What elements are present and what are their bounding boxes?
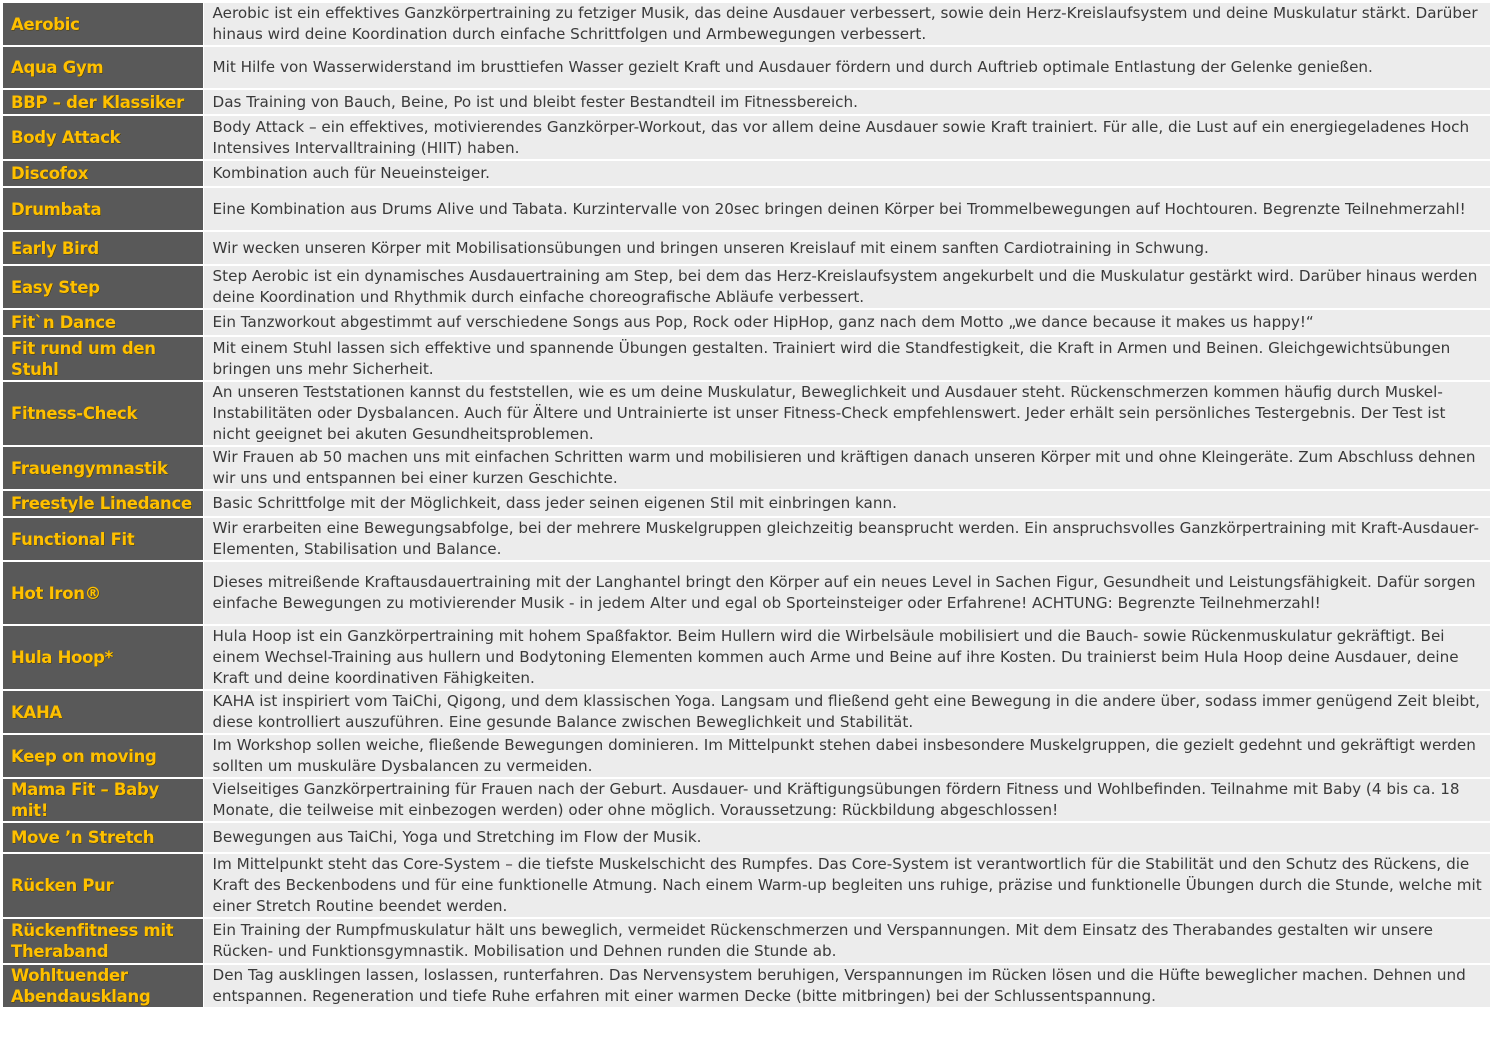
course-name: Drumbata [3,187,203,231]
course-description: Bewegungen aus TaiChi, Yoga und Stretching im Flow der Musik. [203,822,1490,853]
course-description: Wir Frauen ab 50 machen uns mit einfachen Schritten warm und mobilisieren und kräftigen danach unseren Körper mit und ohne Kleingeräte. Zum Abschluss dehnen wir uns und entspannen bei einer kurzen Geschichte. [203,446,1490,490]
course-row [3,381,1490,446]
course-description: Wir erarbeiten eine Bewegungsabfolge, bei der mehrere Muskelgruppen gleichzeitig beansprucht werden. Ein anspruchsvolles Ganzkörpertraining mit Kraft-Ausdauer-Elementen, Stabilisation und Balance. [203,517,1490,561]
course-row [3,734,1490,778]
course-row [3,160,1490,187]
course-name: Fit rund um den Stuhl [3,336,203,381]
course-row [3,690,1490,734]
course-name: Hot Iron® [3,561,203,625]
course-name: Fit`n Dance [3,309,203,336]
course-row [3,446,1490,490]
course-name: Frauengymnastik [3,446,203,490]
course-row [3,336,1490,381]
course-name: Easy Step [3,265,203,309]
course-name: Move ’n Stretch [3,822,203,853]
course-row [3,231,1490,265]
course-row [3,490,1490,517]
course-name: Keep on moving [3,734,203,778]
course-name: Wohltuender Abendausklang [3,964,203,1008]
course-description: An unseren Teststationen kannst du feststellen, wie es um deine Muskulatur, Beweglichkeit und Ausdauer steht. Rückenschmerzen kommen häufig durch Muskel-Instabilitäten oder Dysbalancen. Auch für Ältere und Untrainierte ist unser Fitness-Check empfehlenswert. Jeder erhält sein persönliches Testergebnis. Der Test ist nicht geeignet bei akuten Gesundheitsproblemen. [203,381,1490,446]
course-description: Den Tag ausklingen lassen, loslassen, runterfahren. Das Nervensystem beruhigen, Verspannungen im Rücken lösen und die Hüfte beweglicher machen. Dehnen und entspannen. Regeneration und tiefe Ruhe erfahren mit einer warmen Decke (bitte mitbringen) bei der Schlussentspannung. [203,964,1490,1008]
course-row [3,964,1490,1008]
course-description: Wir wecken unseren Körper mit Mobilisationsübungen und bringen unseren Kreislauf mit einem sanften Cardiotraining in Schwung. [203,231,1490,265]
course-description: Dieses mitreißende Kraftausdauertraining mit der Langhantel bringt den Körper auf ein neues Level in Sachen Figur, Gesundheit und Leistungsfähigkeit. Dafür sorgen einfache Bewegungen zu motivierender Musik - in jedem Alter und egal ob Sporteinsteiger oder Erfahrene! ACHTUNG: Begrenzte Teilnehmerzahl! [203,561,1490,625]
course-description: Mit einem Stuhl lassen sich effektive und spannende Übungen gestalten. Trainiert wird die Standfestigkeit, die Kraft in Armen und Beinen. Gleichgewichtsübungen bringen uns mehr Sicherheit. [203,336,1490,381]
course-row [3,853,1490,918]
course-row [3,778,1490,822]
course-table [3,3,1490,1009]
course-description: Ein Tanzworkout abgestimmt auf verschiedene Songs aus Pop, Rock oder HipHop, ganz nach dem Motto „we dance because it makes us happy!“ [203,309,1490,336]
course-name: Rücken Pur [3,853,203,918]
course-name: Rückenfitness mit Theraband [3,918,203,964]
course-description: Aerobic ist ein effektives Ganzkörpertraining zu fetziger Musik, das deine Ausdauer verbessert, sowie dein Herz-Kreislaufsystem und deine Muskulatur stärkt. Darüber hinaus wird deine Koordination durch einfache Schrittfolgen und Armbewegungen verbessert. [203,3,1490,46]
course-row [3,187,1490,231]
course-description: Das Training von Bauch, Beine, Po ist und bleibt fester Bestandteil im Fitnessbereich. [203,89,1490,115]
course-row [3,822,1490,853]
course-row [3,89,1490,115]
course-row [3,918,1490,964]
course-name: Freestyle Linedance [3,490,203,517]
course-row [3,561,1490,625]
course-description: Body Attack – ein effektives, motivierendes Ganzkörper-Workout, das vor allem deine Ausdauer sowie Kraft trainiert. Für alle, die Lust auf ein energiegeladenes Hoch Intensives Intervalltraining (HIIT) haben. [203,115,1490,160]
course-description: Mit Hilfe von Wasserwiderstand im brusttiefen Wasser gezielt Kraft und Ausdauer fördern und durch Auftrieb optimale Entlastung der Gelenke genießen. [203,46,1490,89]
course-table-body [3,3,1490,1008]
course-name: Body Attack [3,115,203,160]
course-name: BBP – der Klassiker [3,89,203,115]
course-description: Ein Training der Rumpfmuskulatur hält uns beweglich, vermeidet Rückenschmerzen und Verspannungen. Mit dem Einsatz des Therabandes gestalten wir unsere Rücken- und Funktionsgymnastik. Mobilisation und Dehnen runden die Stunde ab. [203,918,1490,964]
course-description: Kombination auch für Neueinsteiger. [203,160,1490,187]
course-description: KAHA ist inspiriert vom TaiChi, Qigong, und dem klassischen Yoga. Langsam und fließend geht eine Bewegung in die andere über, sodass immer genügend Zeit bleibt, diese kontrolliert auszuführen. Eine gesunde Balance zwischen Beweglichkeit und Stabilität. [203,690,1490,734]
course-name: Hula Hoop* [3,625,203,690]
course-row [3,3,1490,46]
course-description: Eine Kombination aus Drums Alive und Tabata. Kurzintervalle von 20sec bringen deinen Körper bei Trommelbewegungen auf Hochtouren. Begrenzte Teilnehmerzahl! [203,187,1490,231]
course-name: Early Bird [3,231,203,265]
course-name: Functional Fit [3,517,203,561]
course-description: Im Workshop sollen weiche, fließende Bewegungen dominieren. Im Mittelpunkt stehen dabei insbesondere Muskelgruppen, die gezielt gedehnt und gekräftigt werden sollten um muskuläre Dysbalancen zu vermeiden. [203,734,1490,778]
course-name: Fitness-Check [3,381,203,446]
course-description: Hula Hoop ist ein Ganzkörpertraining mit hohem Spaßfaktor. Beim Hullern wird die Wirbelsäule mobilisiert und die Bauch- sowie Rückenmuskulatur gekräftigt. Bei einem Wechsel-Training aus hullern und Bodytoning Elementen kommen auch Arme und Beine auf ihre Kosten. Du trainierst beim Hula Hoop deine Ausdauer, deine Kraft und deine koordinativen Fähigkeiten. [203,625,1490,690]
course-row [3,309,1490,336]
course-row [3,46,1490,89]
course-name: Discofox [3,160,203,187]
course-description: Step Aerobic ist ein dynamisches Ausdauertraining am Step, bei dem das Herz-Kreislaufsystem angekurbelt und die Muskulatur gestärkt wird. Darüber hinaus werden deine Koordination und Rhythmik durch einfache choreografische Abläufe verbessert. [203,265,1490,309]
course-name: Mama Fit – Baby mit! [3,778,203,822]
course-description: Vielseitiges Ganzkörpertraining für Frauen nach der Geburt. Ausdauer- und Kräftigungsübungen fördern Fitness und Wohlbefinden. Teilnahme mit Baby (4 bis ca. 18 Monate, die teilweise mit einbezogen werden) oder ohne möglich. Voraussetzung: Rückbildung abgeschlossen! [203,778,1490,822]
course-name: KAHA [3,690,203,734]
course-row [3,265,1490,309]
course-row [3,517,1490,561]
course-name: Aqua Gym [3,46,203,89]
course-row [3,625,1490,690]
course-row [3,115,1490,160]
course-name: Aerobic [3,3,203,46]
course-description: Basic Schrittfolge mit der Möglichkeit, dass jeder seinen eigenen Stil mit einbringen kann. [203,490,1490,517]
course-description: Im Mittelpunkt steht das Core-System – die tiefste Muskelschicht des Rumpfes. Das Core-System ist verantwortlich für die Stabilität und den Schutz des Rückens, die Kraft des Beckenbodens und für eine funktionelle Atmung. Nach einem Warm-up begleiten uns ruhige, präzise und funktionelle Übungen durch die Stunde, welche mit einer Stretch Routine beendet werden. [203,853,1490,918]
